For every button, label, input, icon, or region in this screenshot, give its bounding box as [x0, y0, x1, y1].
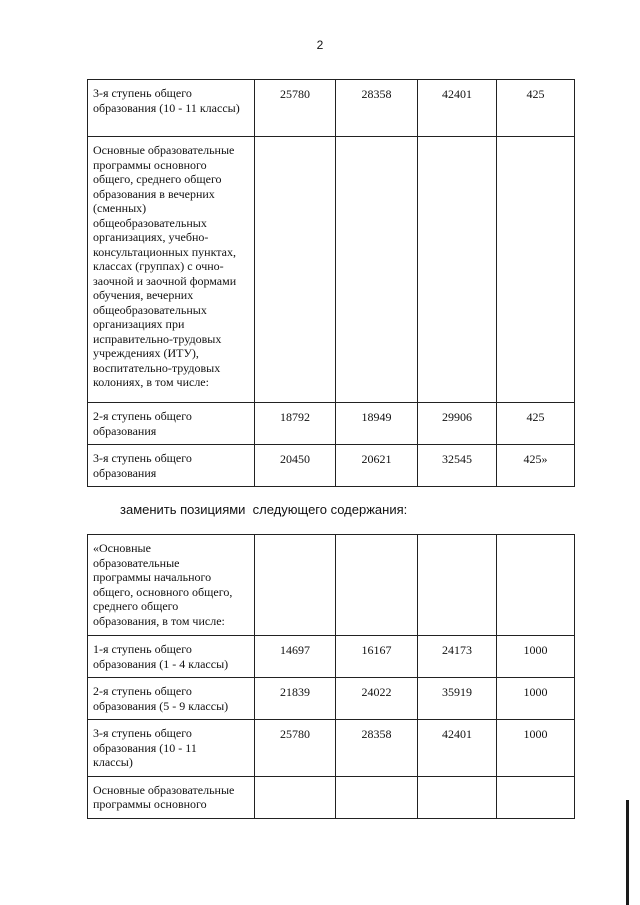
- cell-value: [418, 776, 497, 818]
- cell-value: 25780: [255, 720, 336, 777]
- table-row: [88, 80, 575, 137]
- row-label: «Основные образовательные программы начального общего, основного общего, среднего общего образования, в том числе:: [88, 535, 255, 636]
- cell-value: 16167: [336, 636, 418, 678]
- cell-value: 42401: [418, 80, 497, 137]
- cell-value: 29906: [418, 403, 497, 445]
- table-row: [88, 776, 575, 818]
- cell-value: 20450: [255, 445, 336, 487]
- cell-value: [418, 137, 497, 403]
- row-label: Основные образовательные программы основного: [88, 776, 255, 818]
- cell-value: 32545: [418, 445, 497, 487]
- cell-value: 24173: [418, 636, 497, 678]
- scan-edge-mark: [626, 800, 629, 905]
- table-row: [88, 678, 575, 720]
- cell-value: 28358: [336, 720, 418, 777]
- cell-value: 425: [497, 403, 575, 445]
- cell-value: 35919: [418, 678, 497, 720]
- row-label: 2-я ступень общего образования (5 - 9 классы): [88, 678, 255, 720]
- cell-value: 24022: [336, 678, 418, 720]
- cell-value: 28358: [336, 80, 418, 137]
- cell-value: 25780: [255, 80, 336, 137]
- top-table: [87, 79, 575, 487]
- table-row: [88, 636, 575, 678]
- cell-value: 42401: [418, 720, 497, 777]
- cell-value: 18792: [255, 403, 336, 445]
- row-label: Основные образовательные программы основного общего, среднего общего образования в вечерних (сменных) общеобразовательных организациях, учебно-консультационных пунктах, классах (группах) с очно-заочной и заочной формами обучения, вечерних общеобразовательных организациях при исправительно-трудовых учреждениях (ИТУ), воспитательно-трудовых колониях, в том числе:: [88, 137, 255, 403]
- cell-value: [497, 535, 575, 636]
- cell-value: 14697: [255, 636, 336, 678]
- cell-value: 1000: [497, 678, 575, 720]
- row-label: 2-я ступень общего образования: [88, 403, 255, 445]
- cell-value: 425»: [497, 445, 575, 487]
- row-label: 3-я ступень общего образования (10 - 11 классы): [88, 80, 255, 137]
- row-label: 1-я ступень общего образования (1 - 4 классы): [88, 636, 255, 678]
- cell-value: [336, 776, 418, 818]
- table-row: [88, 535, 575, 636]
- row-label: 3-я ступень общего образования (10 - 11 классы): [88, 720, 255, 777]
- table-row: [88, 137, 575, 403]
- cell-value: [336, 535, 418, 636]
- cell-value: 425: [497, 80, 575, 137]
- cell-value: 1000: [497, 636, 575, 678]
- table-row: [88, 403, 575, 445]
- replacement-instruction: заменить позициями следующего содержания:: [120, 502, 408, 517]
- bottom-table: [87, 534, 575, 819]
- cell-value: [336, 137, 418, 403]
- cell-value: [497, 776, 575, 818]
- row-label: 3-я ступень общего образования: [88, 445, 255, 487]
- table-row: [88, 720, 575, 777]
- cell-value: 18949: [336, 403, 418, 445]
- cell-value: 1000: [497, 720, 575, 777]
- cell-value: 20621: [336, 445, 418, 487]
- cell-value: [418, 535, 497, 636]
- cell-value: 21839: [255, 678, 336, 720]
- page-number: 2: [316, 38, 324, 52]
- cell-value: [255, 776, 336, 818]
- cell-value: [255, 535, 336, 636]
- cell-value: [255, 137, 336, 403]
- table-row: [88, 445, 575, 487]
- cell-value: [497, 137, 575, 403]
